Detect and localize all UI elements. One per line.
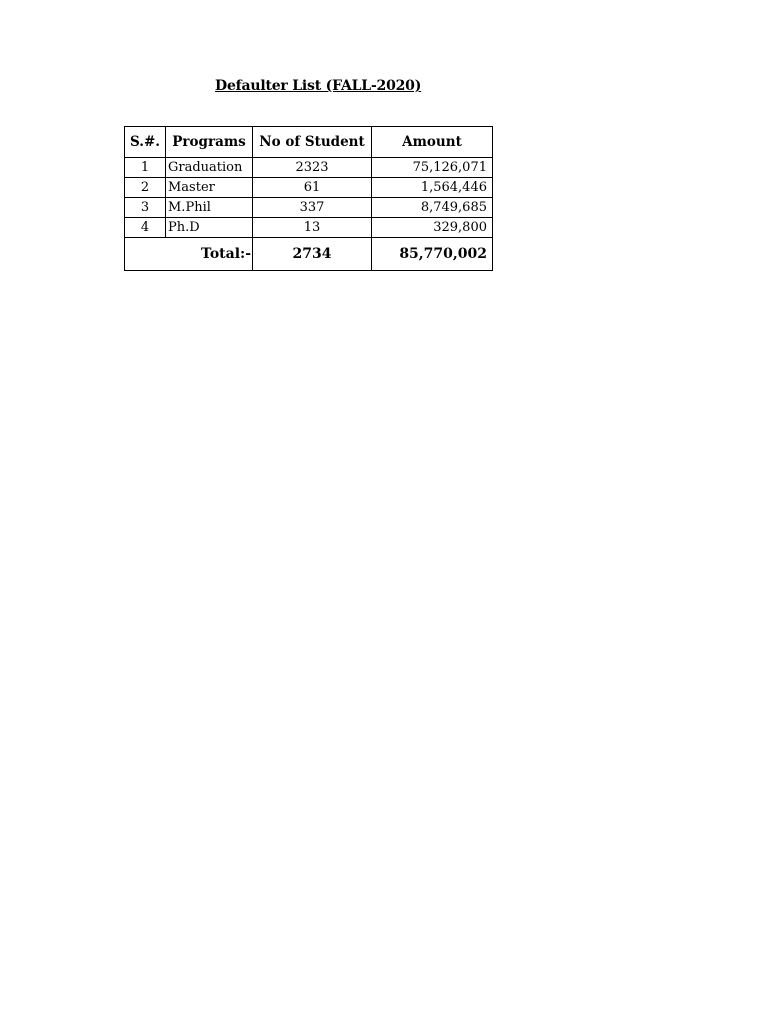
document-title: Defaulter List (FALL-2020) (215, 78, 422, 94)
cell-serial: 1 (125, 158, 166, 178)
total-students: 2734 (253, 238, 372, 271)
total-label: Total:- (125, 238, 253, 271)
header-programs: Programs (166, 127, 253, 158)
cell-serial: 3 (125, 198, 166, 218)
cell-students: 13 (253, 218, 372, 238)
defaulter-table (124, 126, 493, 271)
cell-serial: 2 (125, 178, 166, 198)
cell-program: Graduation (166, 158, 253, 178)
cell-students: 61 (253, 178, 372, 198)
total-amount: 85,770,002 (372, 238, 493, 271)
header-amount: Amount (372, 127, 493, 158)
table-row (125, 198, 493, 218)
header-serial: S.#. (125, 127, 166, 158)
cell-amount: 1,564,446 (372, 178, 493, 198)
table-header-row (125, 127, 493, 158)
cell-amount: 329,800 (372, 218, 493, 238)
table-row (125, 178, 493, 198)
cell-program: M.Phil (166, 198, 253, 218)
cell-amount: 75,126,071 (372, 158, 493, 178)
table-total-row (125, 238, 493, 271)
cell-amount: 8,749,685 (372, 198, 493, 218)
header-students: No of Student (253, 127, 372, 158)
cell-program: Ph.D (166, 218, 253, 238)
cell-students: 2323 (253, 158, 372, 178)
table-row (125, 218, 493, 238)
cell-serial: 4 (125, 218, 166, 238)
table-row (125, 158, 493, 178)
cell-students: 337 (253, 198, 372, 218)
cell-program: Master (166, 178, 253, 198)
